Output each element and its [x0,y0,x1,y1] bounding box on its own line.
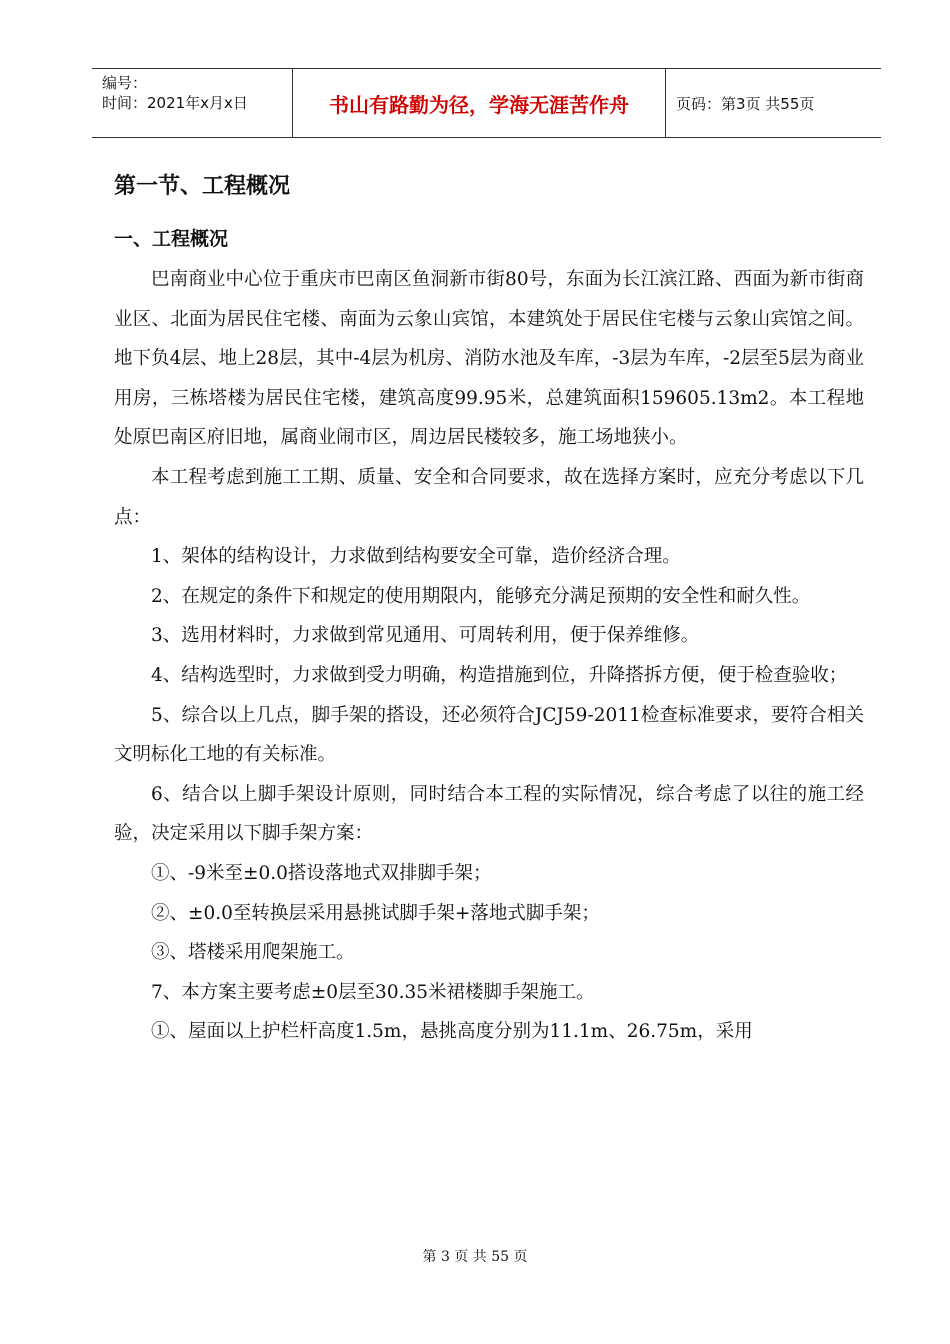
paragraph: ②、±0.0至转换层采用悬挑试脚手架+落地式脚手架； [151,902,600,924]
paragraph: 本工程考虑到施工工期、质量、安全和合同要求，故在选择方案时，应充分考虑以下几点： [114,466,864,528]
document-header [92,68,881,138]
paragraph: 巴南商业中心位于重庆市巴南区鱼洞新市街80号，东面为长江滨江路、西面为新市街商业区、北面为居民住宅楼、南面为云象山宾馆，本建筑处于居民住宅楼与云象山宾馆之间。地下负4层、地上28层，其中-4层为机房、消防水池及车库，-3层为车库，-2层至5层为商业用房，三栋塔楼为居民住宅楼，建筑高度99.95米，总建筑面积159605.13m2。本工程地处原巴南区府旧地，属商业闹市区，周边居民楼较多，施工场地狭小。 [114,269,864,449]
section-title: 第一节、工程概况 [114,174,291,199]
paragraph: ①、-9米至±0.0搭设落地式双排脚手架； [151,862,492,884]
paragraph: 4、结构选型时，力求做到受力明确，构造措施到位，升降搭拆方便，便于检查验收； [151,664,848,686]
paragraph: 3、选用材料时，力求做到常见通用、可周转利用，便于保养维修。 [151,625,700,647]
subsection-title: 一、工程概况 [114,228,229,250]
paragraph: 5、综合以上几点，脚手架的搭设，还必须符合JCJ59-2011检查标准要求，要符合相关文明标化工地的有关标准。 [114,704,864,766]
paragraph: 7、本方案主要考虑±0层至30.35米裙楼脚手架施工。 [151,981,595,1003]
serial-label: 编号： [102,74,148,92]
paragraph: ③、塔楼采用爬架施工。 [151,942,355,964]
document-body [114,172,864,1052]
paragraph: ①、屋面以上护栏杆高度1.5m，悬挑高度分别为11.1m、26.75m，采用 [151,1021,753,1043]
paragraph: 1、架体的结构设计，力求做到结构要安全可靠，造价经济合理。 [151,546,681,568]
header-slogan: 书山有路勤为径，学海无涯苦作舟 [293,69,666,137]
time-label: 时间：2021年x月x日 [102,94,248,112]
page-footer: 第 3 页 共 55 页 [422,1249,528,1265]
paragraph: 2、在规定的条件下和规定的使用期限内，能够充分满足预期的安全性和耐久性。 [151,585,811,607]
header-page-info: 页码：第3页 共55页 [676,94,815,113]
paragraph: 6、结合以上脚手架设计原则，同时结合本工程的实际情况，综合考虑了以往的施工经验，决定采用以下脚手架方案： [114,783,864,845]
header-meta [92,69,293,137]
